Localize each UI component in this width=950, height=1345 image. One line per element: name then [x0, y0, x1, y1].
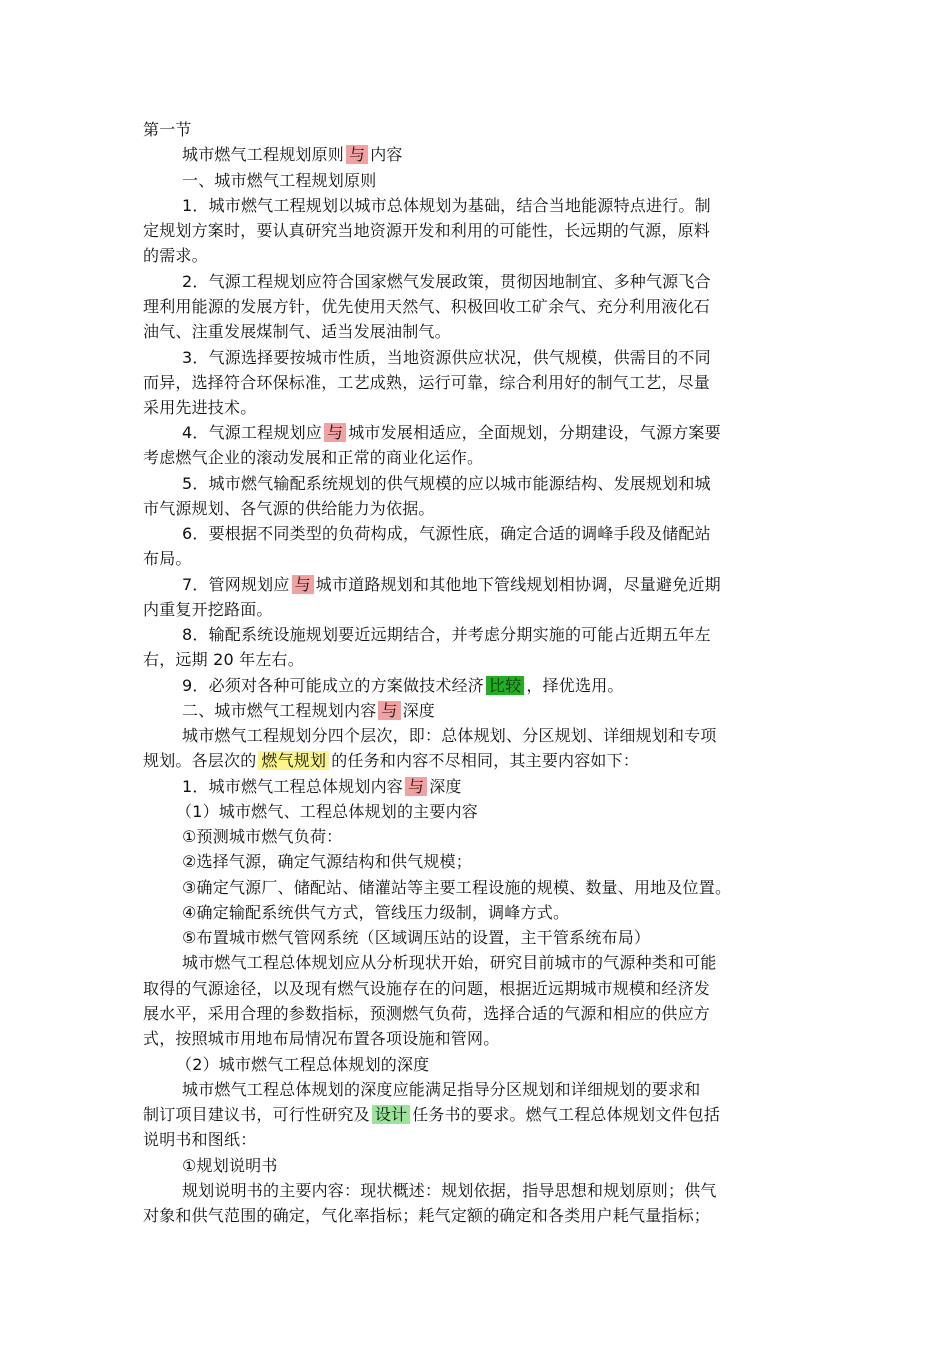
title-text: 内容 — [370, 145, 403, 164]
highlight-green: 比较 — [486, 676, 524, 695]
section-title — [182, 143, 403, 167]
paragraph-line — [182, 674, 624, 698]
list-item: ①预测城市燃气负荷： — [182, 827, 343, 846]
text-run: 深度 — [429, 777, 462, 796]
paragraph-line: 2．气源工程规划应符合国家燃气发展政策，贯彻因地制宜、多种气源飞合 — [182, 272, 711, 291]
paragraph-line: 理利用能源的发展方针，优先使用天然气、积极回收工矿余气、充分利用液化石 — [143, 297, 711, 316]
text-run: 城市发展相适应，全面规划，分期建设，气源方案要 — [348, 423, 721, 442]
paragraph-line: 考虑燃气企业的滚动发展和正常的商业化运作。 — [143, 448, 484, 467]
list-item: ①规划说明书 — [182, 1156, 278, 1175]
paragraph-line: 城市燃气工程总体规划的深度应能满足指导分区规划和详细规划的要求和 — [182, 1080, 701, 1099]
text-run: 任务书的要求。燃气工程总体规划文件包括 — [412, 1105, 721, 1124]
text-run: 二、城市燃气工程规划内容 — [182, 701, 377, 720]
title-text: 城市燃气工程规划原则 — [182, 145, 345, 164]
text-run: 1．城市燃气工程总体规划内容 — [182, 777, 403, 796]
paragraph-line: 而异，选择符合环保标准，工艺成熟，运行可靠，综合利用好的制气工艺，尽量 — [143, 373, 711, 392]
paragraph-line: 展水平，采用合理的参数指标，预测燃气负荷，选择合适的气源和相应的供应方 — [143, 1004, 711, 1023]
text-run: 城市道路规划和其他地下管线规划相协调，尽量避免近期 — [315, 575, 721, 594]
paragraph-line: 油气、注重发展煤制气、适当发展油制气。 — [143, 322, 451, 341]
list-item: ④确定输配系统供气方式，管线压力级制，调峰方式。 — [182, 903, 570, 922]
text-run: 4．气源工程规划应 — [182, 423, 322, 442]
paragraph-line — [182, 421, 721, 445]
highlight-red: 与 — [378, 701, 400, 720]
list-item: ②选择气源，确定气源结构和供气规模； — [182, 852, 472, 871]
text-run: 的任务和内容不尽相同，其主要内容如下： — [331, 751, 640, 770]
paragraph-line: 右，远期 20 年左右。 — [143, 650, 304, 669]
paragraph-line: 8．输配系统设施规划要近远期结合，并考虑分期实施的可能占近期五年左 — [182, 625, 711, 644]
paragraph-line: 对象和供气范围的确定，气化率指标；耗气定额的确定和各类用户耗气量指标； — [143, 1206, 711, 1225]
paragraph-line: 内重复开挖路面。 — [143, 600, 273, 619]
text-run: ，择优选用。 — [526, 676, 624, 695]
text-run: 7．管网规划应 — [182, 575, 290, 594]
paragraph-line: 城市燃气工程规划分四个层次，即：总体规划、分区规划、详细规划和专项 — [182, 726, 717, 745]
paragraph-line: 1．城市燃气工程规划以城市总体规划为基础，结合当地能源特点进行。制 — [182, 196, 711, 215]
heading-content-depth — [182, 699, 435, 723]
heading-principles: 一、城市燃气工程规划原则 — [182, 171, 377, 190]
highlight-light-green: 设计 — [372, 1105, 410, 1124]
paragraph-line: 规划说明书的主要内容：现状概述：规划依据，指导思想和规划原则；供气 — [182, 1181, 717, 1200]
paragraph-line: 说明书和图纸： — [143, 1130, 257, 1149]
highlight-red: 与 — [324, 423, 346, 442]
highlight-yellow: 燃气规划 — [258, 751, 329, 770]
highlight-red: 与 — [405, 777, 427, 796]
subheading: （1）城市燃气、工程总体规划的主要内容 — [176, 802, 478, 821]
paragraph-line: 市气源规划、各气源的供给能力为依据。 — [143, 499, 435, 518]
paragraph-line: 式，按照城市用地布局情况布置各项设施和管网。 — [143, 1029, 500, 1048]
section-heading: 第一节 — [143, 120, 192, 139]
subheading — [182, 775, 462, 799]
paragraph-line — [143, 749, 639, 773]
text-run: 制订项目建议书，可行性研究及 — [143, 1105, 370, 1124]
paragraph-line: 的需求。 — [143, 246, 208, 265]
highlight-red: 与 — [346, 145, 368, 164]
paragraph-line: 定规划方案时，要认真研究当地资源开发和利用的可能性，长远期的气源，原料 — [143, 221, 711, 240]
subheading: （2）城市燃气工程总体规划的深度 — [176, 1055, 430, 1074]
paragraph-line: 3．气源选择要按城市性质，当地资源供应状况，供气规模，供需目的不同 — [182, 348, 711, 367]
paragraph-line — [143, 1103, 720, 1127]
text-run: 深度 — [402, 701, 436, 720]
text-run: 9．必须对各种可能成立的方案做技术经济 — [182, 676, 484, 695]
list-item: ③确定气源厂、储配站、储灌站等主要工程设施的规模、数量、用地及位置。 — [182, 878, 732, 897]
list-item: ⑤布置城市燃气管网系统（区域调压站的设置，主干管系统布局） — [182, 928, 651, 947]
paragraph-line: 布局。 — [143, 549, 192, 568]
paragraph-line: 取得的气源途径，以及现有燃气设施存在的问题，根据近远期城市规模和经济发 — [143, 979, 711, 998]
paragraph-line: 5．城市燃气输配系统规划的供气规模的应以城市能源结构、发展规划和城 — [182, 474, 711, 493]
paragraph-line — [182, 573, 721, 597]
text-run: 规划。各层次的 — [143, 751, 257, 770]
paragraph-line: 城市燃气工程总体规划应从分析现状开始，研究目前城市的气源种类和可能 — [182, 953, 717, 972]
paragraph-line: 6．要根据不同类型的负荷构成，气源性底，确定合适的调峰手段及储配站 — [182, 524, 711, 543]
highlight-red: 与 — [292, 575, 314, 594]
paragraph-line: 采用先进技术。 — [143, 398, 257, 417]
